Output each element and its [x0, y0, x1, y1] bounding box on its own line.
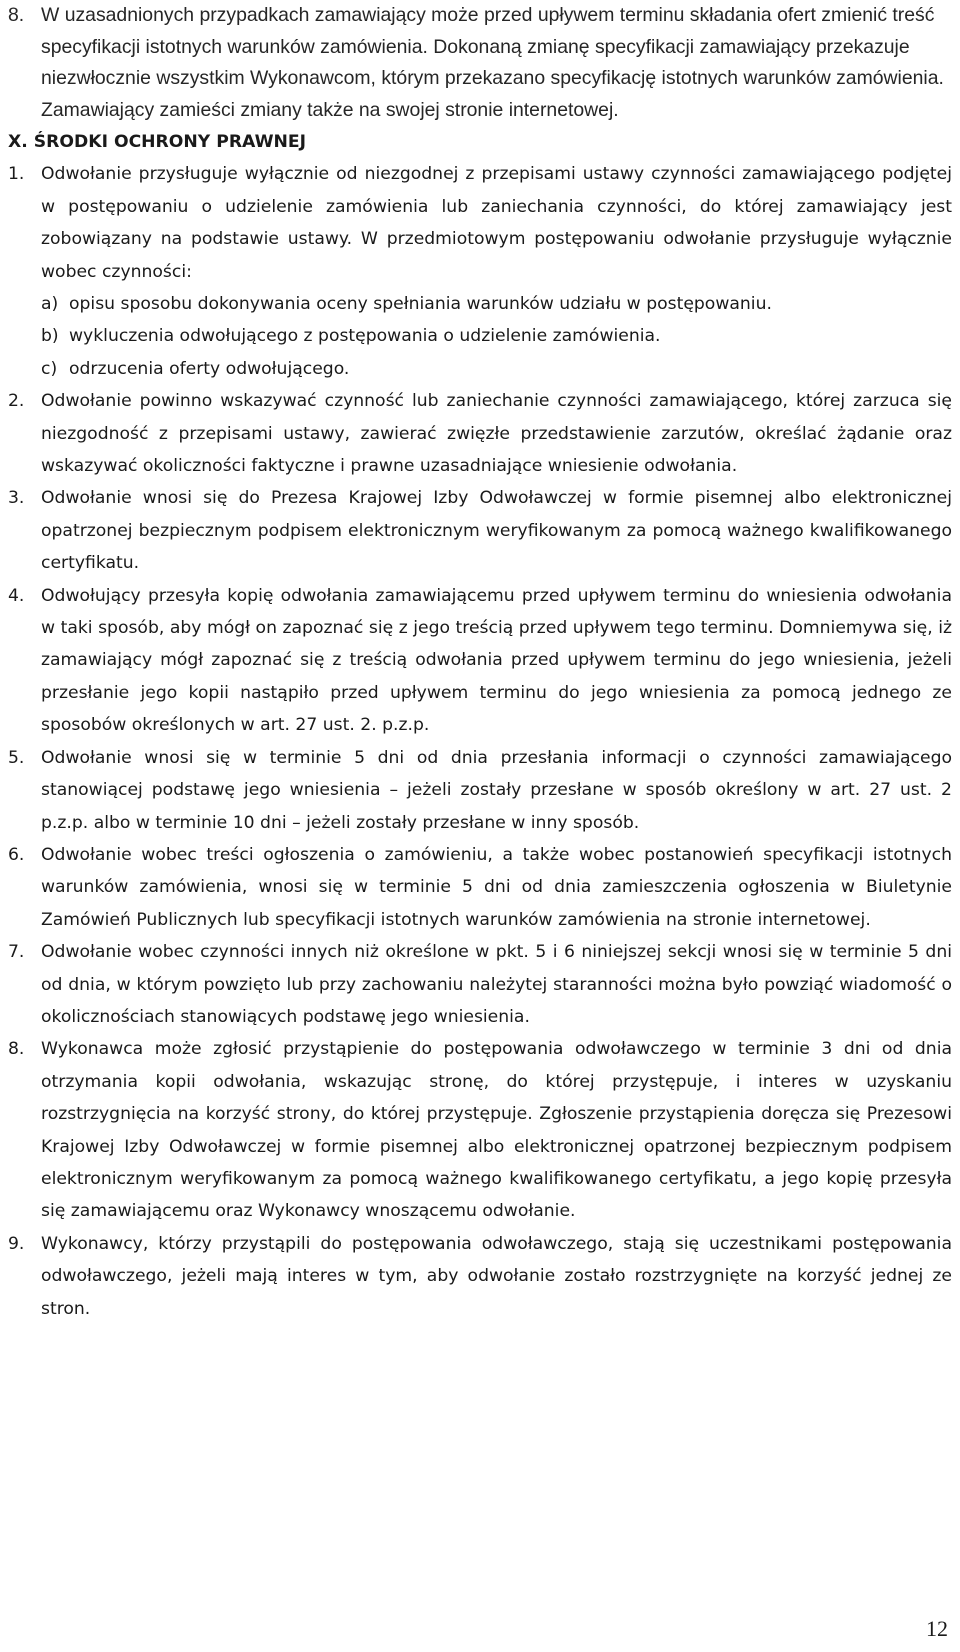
item-number: 6.	[8, 844, 25, 865]
sub-text: odrzucenia oferty odwołującego.	[69, 358, 350, 379]
item-number: 1.	[8, 164, 25, 185]
item-number: 4.	[8, 585, 25, 606]
list-item-2	[8, 385, 952, 482]
list-item-7	[8, 936, 952, 1033]
list-item-8-prev	[8, 0, 952, 126]
item-text: Odwołanie wobec treści ogłoszenia o zamówieniu, a także wobec postanowień specyfikacji istotnych warunków zamówienia, wnosi się w terminie 5 dni od dnia zamieszczenia ogłoszenia w Biuletynie Zamówień Publicznych lub specyfikacji istotnych warunków zamówienia na stronie internetowej.	[41, 844, 952, 930]
list-item-3	[8, 482, 952, 579]
item-text: Odwołanie wobec czynności innych niż określone w pkt. 5 i 6 niniejszej sekcji wnosi się w terminie 5 dni od dnia, w którym powzięto lub przy zachowaniu należytej staranności można było powziąć wiadomość o okolicznościach stanowiących podstawę jego wniesienia.	[41, 942, 952, 1027]
list-item-1	[8, 158, 952, 288]
item-number: 8.	[8, 4, 25, 26]
item-number: 3.	[8, 488, 25, 509]
text-column	[8, 0, 952, 1325]
sub-text: wykluczenia odwołującego z postępowania o udzielenie zamówienia.	[69, 326, 661, 347]
sub-letter: c)	[41, 358, 58, 379]
sub-item-c	[41, 353, 952, 385]
list-item-5	[8, 742, 952, 839]
sub-letter: a)	[41, 294, 59, 314]
sub-item-b	[41, 320, 952, 352]
item-text: Odwołanie przysługuje wyłącznie od niezgodnej z przepisami ustawy czynności zamawiającego podjętej w postępowaniu o udzielenie zamówienia lub zaniechania czynności, do której zamawiający jest zobowiązany na podstawie ustawy. W przedmiotowym postępowaniu odwołanie przysługuje wyłącznie wobec czynności:	[41, 164, 952, 282]
item-text: Odwołanie powinno wskazywać czynność lub zaniechanie czynności zamawiającego, której zarzuca się niezgodność z przepisami ustawy, zawierać zwięzłe przedstawienie zarzutów, określać żądanie oraz wskazywać okoliczności faktyczne i prawne uzasadniające wniesienie odwołania.	[41, 391, 952, 477]
item-number: 8.	[8, 1039, 25, 1060]
list-item-8	[8, 1033, 952, 1227]
sub-letter: b)	[41, 326, 59, 347]
sub-item-a	[41, 288, 952, 320]
list-item-4	[8, 580, 952, 742]
item-number: 2.	[8, 391, 25, 412]
item-text: Odwołanie wnosi się w terminie 5 dni od dnia przesłania informacji o czynności zamawiającego stanowiącej podstawę jego wniesienia – jeżeli zostały przesłane w sposób określony w art. 27 ust. 2 p.z.p. albo w terminie 10 dni – jeżeli zostały przesłane w inny sposób.	[41, 747, 952, 833]
item-number: 9.	[8, 1233, 25, 1254]
item-number: 7.	[8, 942, 25, 963]
item-text: Wykonawcy, którzy przystąpili do postępowania odwoławczego, stają się uczestnikami postępowania odwoławczego, jeżeli mają interes w tym, aby odwołanie zostało rozstrzygnięte na korzyść jednej ze stron.	[41, 1233, 952, 1319]
item-text: W uzasadnionych przypadkach zamawiający może przed upływem terminu składania ofert zmienić treść specyfikacji istotnych warunków zamówienia. Dokonaną zmianę specyfikacji zamawiający przekazuje niezwłocznie wszystkim Wykonawcom, którym przekazano specyfikację istotnych warunków zamówienia. Zamawiający zamieści zmiany także na swojej stronie internetowej.	[41, 4, 944, 121]
list-item-9	[8, 1228, 952, 1325]
item-text: Odwołujący przesyła kopię odwołania zamawiającemu przed upływem terminu do wniesienia odwołania w taki sposób, aby mógł on zapoznać się z jego treścią przed upływem tego terminu. Domniemywa się, iż zamawiający mógł zapoznać się z treścią odwołania przed upływem terminu do jego wniesienia, jeżeli przesłanie jego kopii nastąpiło przed upływem terminu do jego wniesienia za pomocą jednego ze sposobów określonych w art. 27 ust. 2. p.z.p.	[41, 585, 952, 736]
section-heading: X. ŚRODKI OCHRONY PRAWNEJ	[8, 132, 307, 153]
list-item-6	[8, 839, 952, 936]
item-text: Wykonawca może zgłosić przystąpienie do postępowania odwoławczego w terminie 3 dni od dnia otrzymania kopii odwołania, wskazując stronę, do której przystępuje, i interes w uzyskaniu rozstrzygnięcia na korzyść strony, do której przystępuje. Zgłoszenie przystąpienia doręcza się Prezesowi Krajowej Izby Odwoławczej w formie pisemnej albo elektronicznej opatrzonej bezpiecznym podpisem elektronicznym weryfikowanym za pomocą ważnego kwalifikowanego certyfikatu, a jego kopię przesyła się zamawiającemu oraz Wykonawcy wnoszącemu odwołanie.	[41, 1039, 952, 1222]
page-number: 12	[926, 1616, 948, 1641]
item-text: Odwołanie wnosi się do Prezesa Krajowej Izby Odwoławczej w formie pisemnej albo elektronicznej opatrzonej bezpiecznym podpisem elektronicznym weryfikowanym za pomocą ważnego kwalifikowanego certyfikatu.	[41, 488, 952, 574]
item-number: 5.	[8, 747, 25, 768]
sub-text: opisu sposobu dokonywania oceny spełniania warunków udziału w postępowaniu.	[69, 294, 772, 314]
